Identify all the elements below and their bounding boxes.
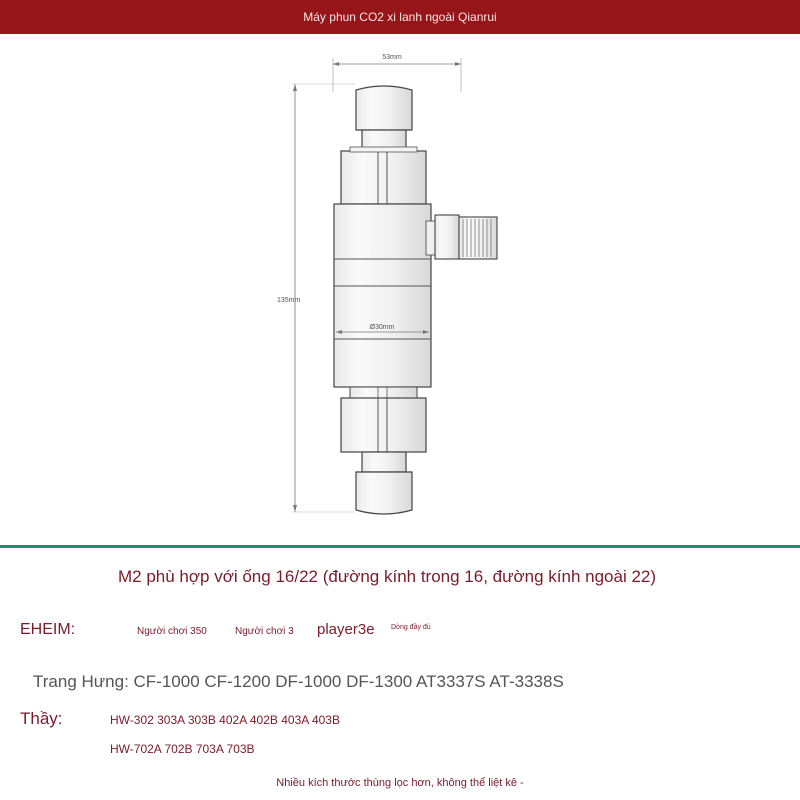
height-label: 135mm	[277, 297, 301, 304]
eheim-model-3-note: Dòng đầy đủ	[391, 624, 431, 631]
eheim-model-1: Người chơi 350	[137, 626, 207, 637]
compatibility-headline: M2 phù hợp với ống 16/22 (đường kính trong 16, đường kính ngoài 22)	[118, 567, 657, 586]
main-cylinder	[334, 204, 431, 387]
diameter-label: Ø30mm	[369, 324, 395, 331]
top-nozzle	[356, 86, 412, 152]
top-nut	[341, 147, 426, 204]
eheim-label: EHEIM:	[20, 621, 76, 638]
page-title: Máy phun CO2 xi lanh ngoài Qianrui	[303, 10, 497, 24]
bottom-nut	[341, 398, 426, 452]
thay-models-line-1: HW-302 303A 303B 402A 402B 403A 403B	[110, 713, 340, 727]
eheim-model-3: player3e	[317, 621, 375, 638]
footer-note: Nhiều kích thước thùng lọc hơn, không thể liệt kê -	[276, 777, 524, 789]
product-drawing	[0, 34, 800, 544]
section-divider	[0, 545, 800, 548]
thay-label: Thầy:	[20, 709, 63, 728]
thay-models-line-2: HW-702A 702B 703A 703B	[110, 742, 255, 756]
bottom-nozzle	[356, 452, 412, 514]
header-bar	[0, 0, 800, 34]
width-label: 53mm	[382, 54, 402, 61]
eheim-model-2: Người chơi 3	[235, 626, 294, 637]
side-valve-knob	[426, 215, 497, 259]
technical-drawing	[0, 34, 800, 544]
bottom-collar	[350, 387, 417, 399]
trang-hung-models: Trang Hưng: CF-1000 CF-1200 DF-1000 DF-1300 AT3337S AT-3338S	[33, 672, 564, 691]
